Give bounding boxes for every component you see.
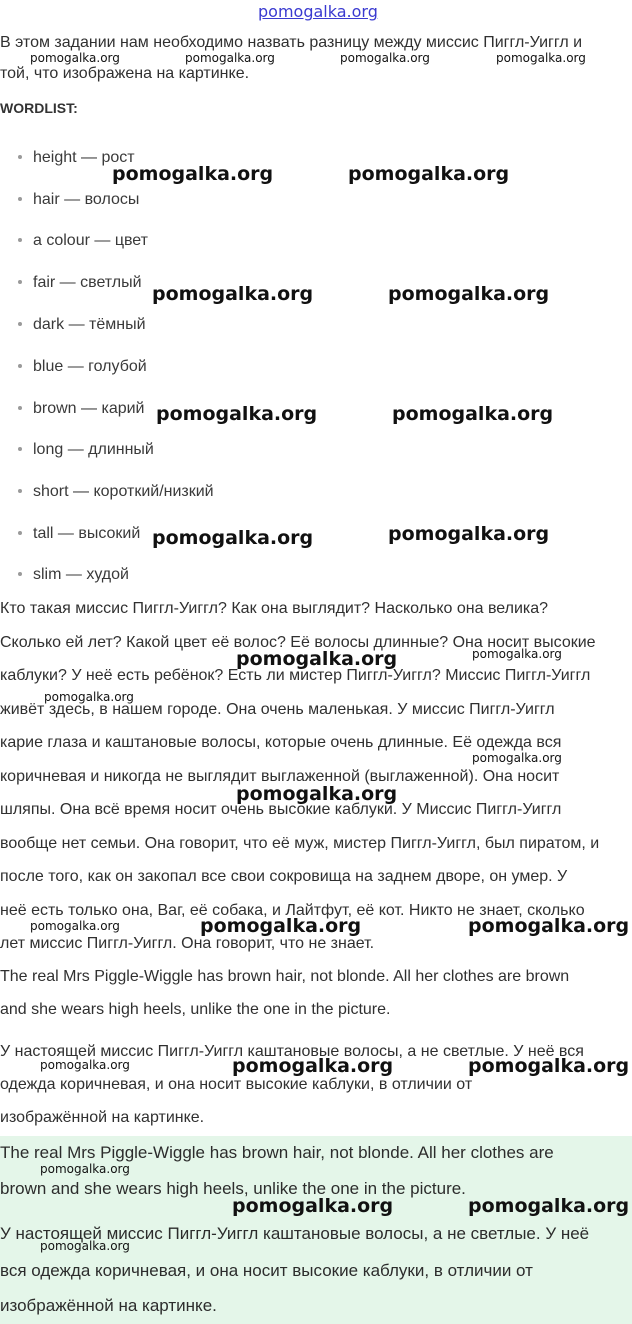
- text-line: коричневая и никогда не выглядит выглаженной (выглаженной). Она носит: [0, 768, 560, 785]
- text-line: and she wears high heels, unlike the one in the picture.: [0, 1001, 391, 1018]
- bullet-icon: [18, 322, 22, 326]
- text-line: лет миссис Пиггл-Уиггл. Она говорит, что не знает.: [0, 935, 375, 952]
- list-item: height — рост: [18, 149, 135, 167]
- watermark: pomogalka.org: [232, 1195, 394, 1217]
- watermark: pomogalka.org: [340, 51, 430, 65]
- watermark: pomogalka.org: [30, 919, 120, 933]
- bullet-icon: [18, 572, 22, 576]
- watermark: pomogalka.org: [112, 163, 274, 185]
- site-link[interactable]: pomogalka.org: [258, 2, 378, 21]
- watermark: pomogalka.org: [388, 523, 550, 545]
- text-line: изображённой на картинке.: [0, 1109, 205, 1126]
- bullet-icon: [18, 447, 22, 451]
- watermark: pomogalka.org: [30, 51, 120, 65]
- watermark: pomogalka.org: [152, 283, 314, 305]
- text-line: У настоящей миссис Пиггл-Уиггл каштановые волосы, а не светлые. У неё вся: [0, 1043, 584, 1060]
- list-item: long — длинный: [18, 441, 154, 459]
- answer-line: изображённой на картинке.: [0, 1296, 217, 1315]
- bullet-icon: [18, 238, 22, 242]
- text-line: живёт здесь, в нашем городе. Она очень маленькая. У миссис Пиггл-Уиггл: [0, 701, 555, 718]
- watermark: pomogalka.org: [388, 283, 550, 305]
- watermark: pomogalka.org: [40, 1239, 130, 1253]
- wordlist-title: WORDLIST:: [0, 100, 78, 116]
- watermark: pomogalka.org: [40, 1058, 130, 1072]
- watermark: pomogalka.org: [200, 915, 362, 937]
- text-line: карие глаза и каштановые волосы, которые очень длинные. Её одежда вся: [0, 734, 562, 751]
- list-item: blue — голубой: [18, 358, 147, 376]
- watermark: pomogalka.org: [468, 915, 630, 937]
- list-item: a colour — цвет: [18, 232, 148, 250]
- list-item: brown — карий: [18, 400, 145, 418]
- watermark: pomogalka.org: [232, 1055, 394, 1077]
- watermark: pomogalka.org: [392, 403, 554, 425]
- bullet-icon: [18, 406, 22, 410]
- bullet-icon: [18, 197, 22, 201]
- bullet-icon: [18, 364, 22, 368]
- text-line: шляпы. Она всё время носит очень высокие каблуки. У Миссис Пиггл-Уиггл: [0, 801, 562, 818]
- watermark: pomogalka.org: [472, 647, 562, 661]
- watermark: pomogalka.org: [468, 1055, 630, 1077]
- watermark: pomogalka.org: [468, 1195, 630, 1217]
- text-line: неё есть только она, Ваг, её собака, и Лайтфут, её кот. Никто не знает, сколько: [0, 902, 585, 919]
- answer-line: У настоящей миссис Пиггл-Уиггл каштановые волосы, а не светлые. У неё: [0, 1224, 590, 1243]
- text-line: The real Mrs Piggle-Wiggle has brown hair, not blonde. All her clothes are brown: [0, 968, 570, 985]
- watermark: pomogalka.org: [152, 527, 314, 549]
- answer-line: вся одежда коричневая, и она носит высокие каблуки, в отличии от: [0, 1261, 533, 1280]
- bullet-icon: [18, 155, 22, 159]
- intro-line-1: В этом задании нам необходимо назвать разницу между миссис Пиггл-Уиггл и: [0, 34, 583, 51]
- list-item: fair — светлый: [18, 274, 142, 292]
- text-line: одежда коричневая, и она носит высокие каблуки, в отличии от: [0, 1076, 473, 1093]
- text-line: каблуки? У неё есть ребёнок? Есть ли мистер Пиггл-Уиггл? Миссис Пиггл-Уиггл: [0, 667, 591, 684]
- watermark: pomogalka.org: [472, 751, 562, 765]
- intro-line-2: той, что изображена на картинке.: [0, 65, 250, 82]
- bullet-icon: [18, 531, 22, 535]
- list-item: hair — волосы: [18, 191, 139, 209]
- list-item: tall — высокий: [18, 525, 140, 543]
- bullet-icon: [18, 280, 22, 284]
- list-item: dark — тёмный: [18, 316, 146, 334]
- text-line: Кто такая миссис Пиггл-Уиггл? Как она выглядит? Насколько она велика?: [0, 600, 549, 617]
- watermark: pomogalka.org: [496, 51, 586, 65]
- watermark: pomogalka.org: [40, 1162, 130, 1176]
- answer-line: The real Mrs Piggle-Wiggle has brown hair, not blonde. All her clothes are: [0, 1143, 554, 1162]
- bullet-icon: [18, 489, 22, 493]
- watermark: pomogalka.org: [236, 783, 398, 805]
- watermark: pomogalka.org: [348, 163, 510, 185]
- list-item: slim — худой: [18, 566, 129, 584]
- text-line: Сколько ей лет? Какой цвет её волос? Её волосы длинные? Она носит высокие: [0, 634, 596, 651]
- text-line: вообще нет семьи. Она говорит, что её муж, мистер Пиггл-Уиггл, был пиратом, и: [0, 835, 600, 852]
- watermark: pomogalka.org: [185, 51, 275, 65]
- watermark: pomogalka.org: [44, 690, 134, 704]
- text-line: после того, как он закопал все свои сокровища на заднем дворе, он умер. У: [0, 868, 568, 885]
- watermark: pomogalka.org: [156, 403, 318, 425]
- list-item: short — короткий/низкий: [18, 483, 214, 501]
- watermark: pomogalka.org: [236, 648, 398, 670]
- answer-line: brown and she wears high heels, unlike the one in the picture.: [0, 1179, 466, 1198]
